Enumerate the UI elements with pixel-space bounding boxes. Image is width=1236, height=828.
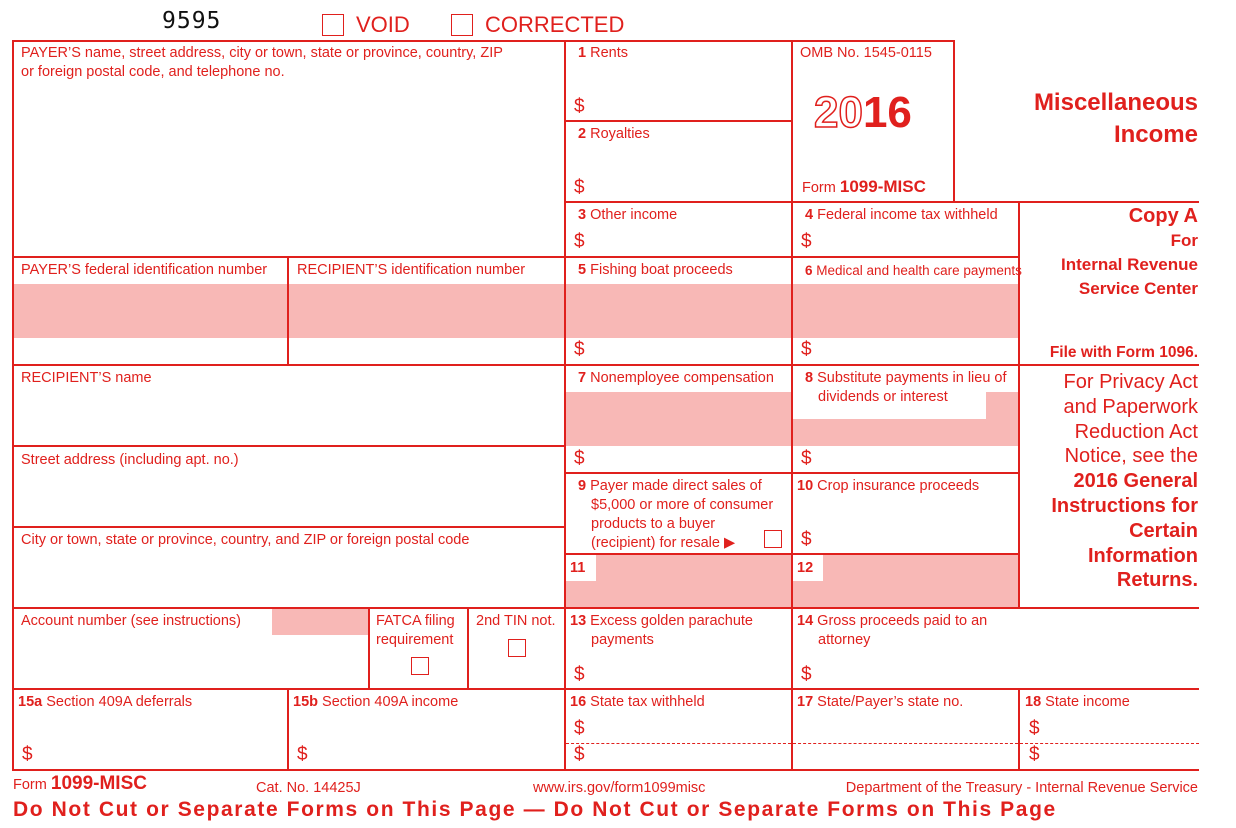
box2-label: 2 Royalties bbox=[578, 126, 650, 142]
fatca-label-1: FATCA filing bbox=[376, 613, 455, 629]
box7-shade bbox=[566, 392, 791, 446]
payer-name-label-2: or foreign postal code, and telephone no. bbox=[21, 64, 285, 80]
privacy-line-5: 2016 General bbox=[1073, 470, 1198, 493]
line-box1-2 bbox=[564, 120, 793, 122]
city-field[interactable] bbox=[14, 552, 562, 605]
void-checkbox[interactable] bbox=[322, 14, 344, 36]
box9-label-2: $5,000 or more of consumer bbox=[591, 497, 774, 513]
privacy-line-6: Instructions for bbox=[1051, 494, 1198, 517]
privacy-notice bbox=[1051, 370, 1198, 593]
border-bottom bbox=[12, 769, 1199, 771]
box15b-label: 15b Section 409A income bbox=[293, 694, 459, 710]
privacy-line-3: Reduction Act bbox=[1074, 420, 1198, 443]
box3-label: 3 Other income bbox=[578, 207, 678, 223]
payer-name-label-1: PAYER’S name, street address, city or town, state or province, country, ZIP bbox=[21, 45, 503, 61]
city-label: City or town, state or province, country, and ZIP or foreign postal code bbox=[21, 532, 470, 548]
account-number-field[interactable] bbox=[14, 636, 366, 686]
box16-dollar-1: $ bbox=[574, 718, 585, 739]
payer-name-field[interactable] bbox=[14, 84, 562, 254]
footer-url: www.irs.gov/form1099misc bbox=[533, 780, 706, 796]
account-shade bbox=[272, 608, 368, 635]
recipient-id-field[interactable] bbox=[290, 284, 563, 362]
privacy-line-1: For Privacy Act bbox=[1063, 371, 1198, 393]
footer-form-name: Form 1099-MISC bbox=[13, 773, 147, 794]
box7-field[interactable] bbox=[590, 446, 788, 470]
state-dash-18 bbox=[1020, 743, 1199, 744]
box9-label-3: products to a buyer bbox=[591, 516, 716, 532]
line-row-7 bbox=[12, 364, 1199, 366]
omb-number: OMB No. 1545-0115 bbox=[800, 45, 932, 61]
box11-label: 11 bbox=[570, 560, 586, 576]
line-row-15 bbox=[12, 688, 1199, 690]
box15b-field[interactable] bbox=[315, 716, 561, 766]
payer-fed-id-label: PAYER’S federal identification number bbox=[21, 262, 268, 278]
title-line-2: Income bbox=[1113, 121, 1198, 148]
box15a-dollar: $ bbox=[22, 744, 33, 765]
copy-irs-2: Service Center bbox=[1078, 279, 1198, 298]
box15a-label: 15a Section 409A deferrals bbox=[18, 694, 193, 710]
street-address-label: Street address (including apt. no.) bbox=[21, 452, 239, 468]
box1-dollar: $ bbox=[574, 96, 585, 117]
year-suffix: 16 bbox=[862, 88, 912, 137]
box6-dollar: $ bbox=[801, 339, 812, 360]
box9-checkbox[interactable] bbox=[764, 530, 782, 548]
box16-field-2[interactable] bbox=[590, 745, 788, 767]
form-code: 9595 bbox=[162, 8, 222, 34]
box13-field[interactable] bbox=[590, 660, 788, 686]
second-tin-label: 2nd TIN not. bbox=[476, 613, 556, 629]
box8-label-1: 8 Substitute payments in lieu of bbox=[805, 370, 1007, 386]
corrected-label: CORRECTED bbox=[485, 12, 625, 37]
line-recipient-street bbox=[12, 445, 565, 447]
box12-label: 12 bbox=[797, 560, 814, 576]
box18-dollar-1: $ bbox=[1029, 718, 1040, 739]
line-row-11 bbox=[564, 553, 1020, 555]
box13-label-2: payments bbox=[591, 632, 654, 648]
state-dash-17 bbox=[793, 743, 1018, 744]
fatca-checkbox[interactable] bbox=[411, 657, 429, 675]
second-tin-checkbox[interactable] bbox=[508, 639, 526, 657]
privacy-line-7: Certain bbox=[1129, 519, 1198, 542]
recipient-name-field[interactable] bbox=[14, 390, 562, 443]
divider-payer-boxes bbox=[564, 40, 566, 771]
omb-form-name: Form 1099-MISC bbox=[802, 177, 926, 196]
box8-field[interactable] bbox=[817, 446, 1015, 470]
box14-label-2: attorney bbox=[818, 632, 871, 648]
box12-field[interactable] bbox=[827, 580, 1015, 605]
privacy-line-2: and Paperwork bbox=[1063, 395, 1198, 418]
box6-field[interactable] bbox=[817, 336, 1015, 362]
box10-label: 10 Crop insurance proceeds bbox=[797, 478, 980, 494]
box17-field-1[interactable] bbox=[795, 716, 1015, 741]
box13-label-1: 13 Excess golden parachute bbox=[570, 613, 753, 629]
box3-dollar: $ bbox=[574, 231, 585, 252]
recipient-id-label: RECIPIENT’S identification number bbox=[297, 262, 526, 278]
box17-field-2[interactable] bbox=[795, 745, 1015, 767]
box5-label: 5 Fishing boat proceeds bbox=[578, 262, 733, 278]
title-line-1: Miscellaneous bbox=[1033, 89, 1198, 116]
box7-dollar: $ bbox=[574, 448, 585, 469]
box18-field-1[interactable] bbox=[1045, 716, 1195, 741]
box9-label-1: 9 Payer made direct sales of bbox=[578, 478, 762, 494]
divider-fatca-tin bbox=[467, 607, 469, 689]
box18-field-2[interactable] bbox=[1045, 745, 1195, 767]
box17-label: 17 State/Payer’s state no. bbox=[797, 694, 964, 710]
box18-dollar-2: $ bbox=[1029, 744, 1040, 765]
privacy-line-4: Notice, see the bbox=[1064, 445, 1198, 468]
box1-field[interactable] bbox=[590, 92, 788, 118]
divider-15a-15b bbox=[287, 688, 289, 771]
privacy-line-9: Returns. bbox=[1116, 569, 1198, 592]
account-number-label: Account number (see instructions) bbox=[21, 613, 242, 629]
box8-label-2: dividends or interest bbox=[818, 389, 948, 405]
box2-field[interactable] bbox=[590, 172, 788, 199]
fatca-label-2: requirement bbox=[376, 632, 454, 648]
box9-label-4: (recipient) for resale ▶ bbox=[591, 535, 736, 551]
void-label: VOID bbox=[356, 12, 410, 37]
box10-field[interactable] bbox=[817, 526, 1015, 552]
line-row-account bbox=[12, 607, 1199, 609]
street-address-field[interactable] bbox=[14, 472, 562, 524]
line-row-9 bbox=[564, 472, 1020, 474]
copy-a: Copy A bbox=[1128, 205, 1198, 227]
box11-field[interactable] bbox=[600, 580, 788, 605]
corrected-checkbox[interactable] bbox=[451, 14, 473, 36]
footer-dept: Department of the Treasury - Internal Revenue Service bbox=[845, 780, 1198, 796]
box18-label: 18 State income bbox=[1025, 694, 1130, 710]
tax-year bbox=[814, 88, 912, 138]
title-misc-income bbox=[1034, 87, 1198, 151]
file-with-1096: File with Form 1096. bbox=[1049, 344, 1198, 361]
copy-for: For bbox=[1170, 231, 1198, 250]
payer-fed-id-field[interactable] bbox=[14, 284, 286, 362]
state-dash-16 bbox=[566, 743, 791, 744]
box13-dollar: $ bbox=[574, 664, 585, 685]
divider-payer-recipient-id bbox=[287, 256, 289, 364]
box3-field[interactable] bbox=[590, 228, 788, 254]
box14-label-1: 14 Gross proceeds paid to an bbox=[797, 613, 988, 629]
copy-irs-1: Internal Revenue bbox=[1061, 255, 1198, 274]
box16-dollar-2: $ bbox=[574, 744, 585, 765]
recipient-name-label: RECIPIENT’S name bbox=[21, 370, 152, 386]
box15b-dollar: $ bbox=[297, 744, 308, 765]
box4-field[interactable] bbox=[817, 228, 1015, 254]
footer-cat-no: Cat. No. 14425J bbox=[256, 780, 361, 796]
footer-warning: Do Not Cut or Separate Forms on This Page — Do Not Cut or Separate Forms on This Page bbox=[13, 798, 1057, 821]
box16-label: 16 State tax withheld bbox=[570, 694, 705, 710]
box6-label: 6 Medical and health care payments bbox=[805, 263, 1022, 278]
box2-dollar: $ bbox=[574, 177, 585, 198]
box10-dollar: $ bbox=[801, 529, 812, 550]
box1-label: 1 Rents bbox=[578, 45, 628, 61]
privacy-line-8: Information bbox=[1088, 544, 1198, 567]
box7-label: 7 Nonemployee compensation bbox=[578, 370, 774, 386]
box14-field[interactable] bbox=[817, 660, 1015, 686]
border-top-left bbox=[12, 40, 954, 42]
divider-17-18 bbox=[1018, 688, 1020, 771]
box5-dollar: $ bbox=[574, 339, 585, 360]
year-prefix: 20 bbox=[814, 88, 863, 137]
box4-label: 4 Federal income tax withheld bbox=[805, 207, 998, 223]
divider-account-fatca bbox=[368, 607, 370, 689]
box15a-field[interactable] bbox=[40, 716, 284, 766]
box8-dollar: $ bbox=[801, 448, 812, 469]
divider-omb-left bbox=[791, 40, 793, 771]
box14-dollar: $ bbox=[801, 664, 812, 685]
box5-field[interactable] bbox=[590, 336, 788, 362]
divider-omb-right bbox=[953, 40, 955, 202]
box16-field-1[interactable] bbox=[590, 716, 788, 741]
box4-dollar: $ bbox=[801, 231, 812, 252]
copy-a-block bbox=[1061, 203, 1198, 301]
line-recipient-city bbox=[12, 526, 565, 528]
line-row-5 bbox=[12, 256, 1020, 258]
